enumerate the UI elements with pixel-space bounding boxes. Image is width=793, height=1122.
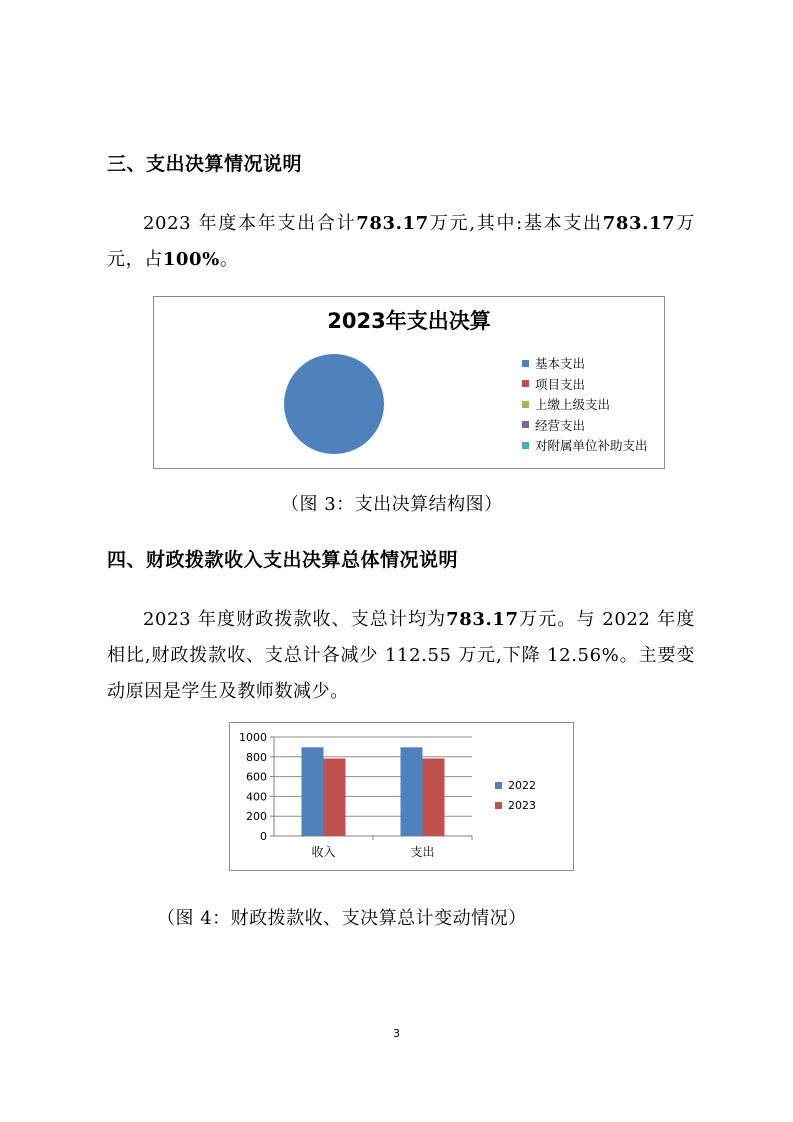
x-category-label: 收入 (311, 845, 336, 859)
legend-label: 经营支出 (535, 417, 586, 433)
y-tick-label: 400 (246, 790, 267, 804)
pie-legend-item (522, 353, 648, 374)
pie-slice-0 (284, 354, 384, 454)
pie-legend (522, 353, 648, 456)
y-tick-label: 200 (246, 810, 267, 824)
legend-swatch (522, 360, 529, 367)
bar-plot-area (230, 723, 573, 870)
legend-label: 对附属单位补助支出 (535, 438, 648, 454)
pie-legend-item (522, 415, 648, 436)
legend-label: 基本支出 (535, 356, 586, 372)
pie-chart (153, 296, 665, 469)
pie-legend-item (522, 435, 648, 456)
y-tick-label: 600 (246, 770, 267, 784)
x-category-label: 支出 (410, 845, 435, 859)
page-number: 3 (393, 1027, 400, 1040)
legend-swatch (522, 442, 529, 449)
bar-legend-swatch (495, 782, 502, 789)
legend-swatch (522, 401, 529, 408)
bar-legend-label: 2023 (508, 799, 536, 812)
section3-paragraph: 2023 年度本年支出合计783.17万元,其中:基本支出783.17万元，占100%。 (107, 213, 695, 270)
legend-label: 项目支出 (535, 376, 586, 392)
y-tick-label: 0 (260, 830, 267, 843)
bar-2023-0 (324, 758, 346, 836)
bar-2023-1 (423, 758, 445, 836)
pie-chart-title: 2023年支出决算 (327, 309, 491, 333)
bar-chart (229, 722, 574, 871)
bar-2022-1 (401, 747, 423, 836)
section4-heading: 四、财政拨款收入支出决算总体情况说明 (107, 549, 459, 571)
y-tick-label: 800 (246, 750, 267, 764)
y-tick-label: 1000 (239, 731, 267, 744)
figure3-caption: （图 3：支出决算结构图） (281, 494, 503, 515)
bar-legend-label: 2022 (508, 779, 536, 792)
bar-legend-swatch (495, 802, 502, 809)
pie-legend-item (522, 374, 648, 395)
pie-plot-area (154, 297, 414, 468)
pie-legend-item (522, 394, 648, 415)
section3-heading: 三、支出决算情况说明 (107, 153, 303, 175)
section4-paragraph: 2023 年度财政拨款收、支总计均为783.17万元。与 2022 年度相比,财政拨款收、支总计各减少 112.55 万元,下降 12.56%。主要变动原因是学生及教师数减少。 (107, 609, 695, 702)
figure4-caption: （图 4：财政拨款收、支决算总计变动情况） (157, 908, 527, 929)
bar-2022-0 (302, 747, 324, 836)
legend-label: 上缴上级支出 (535, 397, 611, 413)
legend-swatch (522, 421, 529, 428)
legend-swatch (522, 380, 529, 387)
